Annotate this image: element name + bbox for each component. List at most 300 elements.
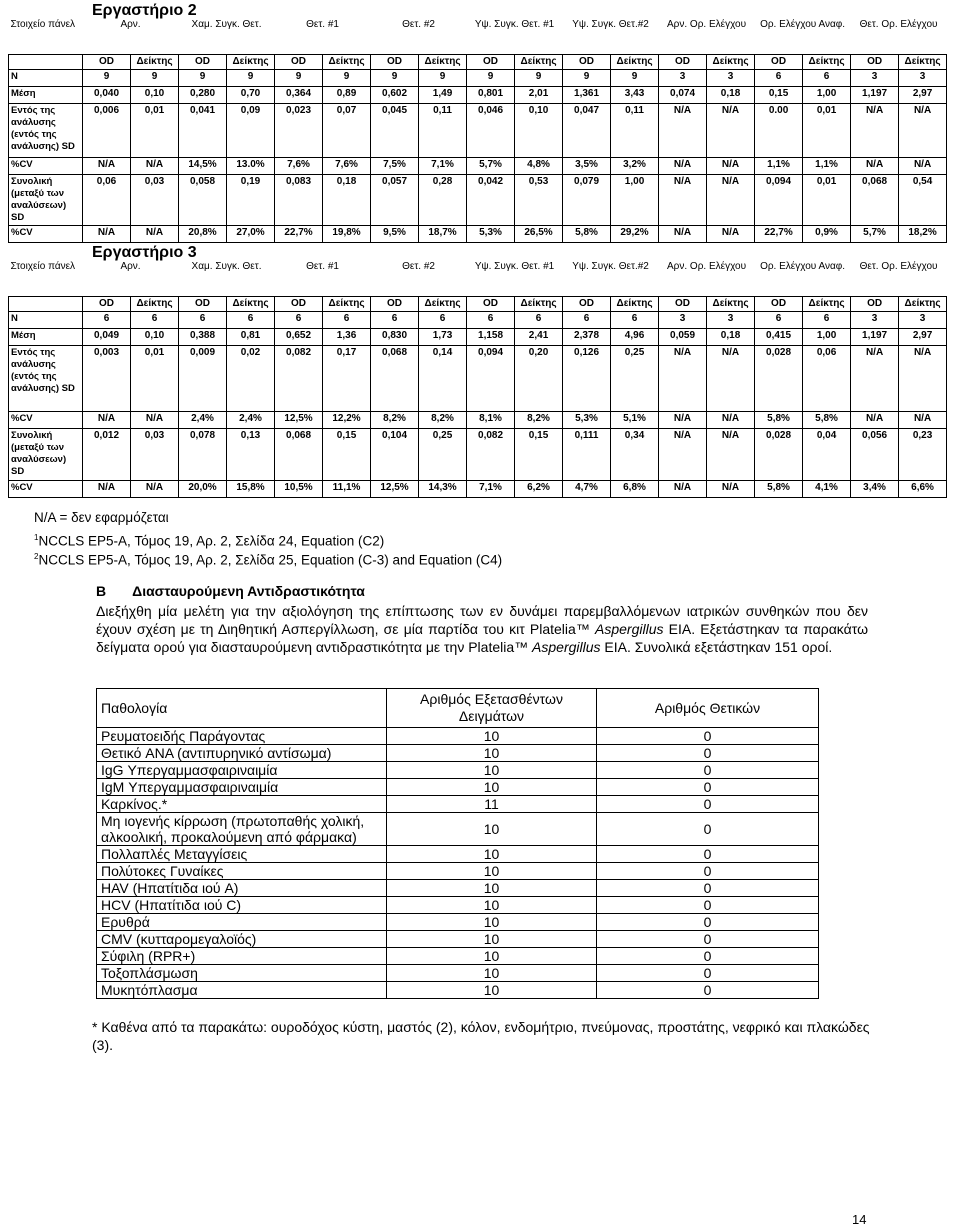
table-cell: 6 [419, 312, 467, 329]
table-row [9, 412, 947, 429]
table-cell: 0,074 [659, 87, 707, 104]
table-cell: 20,8% [179, 226, 227, 243]
pathology-header-cell: Αριθμός Θετικών [597, 689, 819, 728]
table-cell: 0,415 [755, 329, 803, 346]
table-cell: 3 [659, 70, 707, 87]
pathology-row [97, 796, 819, 813]
table-cell: 22,7% [275, 226, 323, 243]
table-cell: 12,5% [371, 481, 419, 498]
table-cell: 0,009 [179, 346, 227, 412]
group-header: Αρν. [120, 261, 141, 272]
pathology-cell: Ρευματοειδής Παράγοντας [97, 728, 387, 745]
table-cell: 0,11 [611, 104, 659, 158]
table-cell: 6 [323, 312, 371, 329]
table-cell: 0,03 [131, 175, 179, 226]
subheader-cell: OD [755, 297, 803, 312]
table-subheader [9, 297, 947, 312]
table-cell: 0,058 [179, 175, 227, 226]
table-cell: N/A [83, 158, 131, 175]
table-cell: N/A [659, 104, 707, 158]
table-cell: 13.0% [227, 158, 275, 175]
table-cell: 0,10 [131, 87, 179, 104]
table-cell: 3 [707, 312, 755, 329]
table-cell: 3 [899, 312, 947, 329]
table-cell: 0,388 [179, 329, 227, 346]
table-cell: 0,17 [323, 346, 371, 412]
subheader-cell: Δείκτης [131, 297, 179, 312]
table-cell: 0,082 [467, 429, 515, 481]
subheader-cell: OD [179, 55, 227, 70]
table-cell: 27,0% [227, 226, 275, 243]
table-cell: N/A [83, 226, 131, 243]
table-cell: N/A [83, 481, 131, 498]
table-cell: 2,4% [227, 412, 275, 429]
table-cell: 18,2% [899, 226, 947, 243]
table-cell: 0,042 [467, 175, 515, 226]
table-cell: N/A [659, 158, 707, 175]
table-cell: 0,11 [419, 104, 467, 158]
table-cell: 9 [323, 70, 371, 87]
pathology-cell: HAV (Ηπατίτιδα ιού A) [97, 880, 387, 897]
table-cell: 6 [467, 312, 515, 329]
subheader-cell [9, 55, 83, 70]
table-cell: 0,02 [227, 346, 275, 412]
pathology-cell: 0 [597, 745, 819, 762]
pathology-cell: Καρκίνος.* [97, 796, 387, 813]
table-row [9, 158, 947, 175]
pathology-cell: 10 [387, 931, 597, 948]
table-cell: 3 [851, 70, 899, 87]
table-cell: 3 [659, 312, 707, 329]
table-row [9, 312, 947, 329]
table-cell: 22,7% [755, 226, 803, 243]
table-cell: 0,059 [659, 329, 707, 346]
table-cell: 1,197 [851, 87, 899, 104]
table-cell: 7,1% [467, 481, 515, 498]
pathology-cell: 10 [387, 897, 597, 914]
table-cell: N/A [659, 226, 707, 243]
table-cell: N/A [659, 346, 707, 412]
subheader-cell: OD [467, 297, 515, 312]
table-cell: 5,7% [851, 226, 899, 243]
pathology-cell: 11 [387, 796, 597, 813]
pathology-cell: 10 [387, 982, 597, 999]
table-cell: 0,094 [755, 175, 803, 226]
table-cell: 0,046 [467, 104, 515, 158]
pathology-cell: Πολύτοκες Γυναίκες [97, 863, 387, 880]
table-cell: 0,14 [419, 346, 467, 412]
subheader-cell: Δείκτης [131, 55, 179, 70]
table-cell: 1,00 [803, 329, 851, 346]
table-cell: 0,602 [371, 87, 419, 104]
table-cell: N/A [707, 175, 755, 226]
group-header: Αρν. [120, 19, 141, 30]
subheader-cell: OD [83, 297, 131, 312]
table-cell: 0,28 [419, 175, 467, 226]
table-cell: 0,082 [275, 346, 323, 412]
pathology-cell: 10 [387, 948, 597, 965]
table-cell: 0,06 [803, 346, 851, 412]
table-cell: 0,09 [227, 104, 275, 158]
subheader-cell: OD [83, 55, 131, 70]
table-cell: 9 [227, 70, 275, 87]
pathology-row [97, 880, 819, 897]
table-cell: 1,73 [419, 329, 467, 346]
group-header: Αρν. Ορ. Ελέγχου [667, 19, 747, 30]
group-header: Θετ. #2 [402, 261, 435, 272]
table-cell: 0,006 [83, 104, 131, 158]
table-cell: N/A [851, 104, 899, 158]
table-cell: 9 [467, 70, 515, 87]
table-cell: 0,18 [707, 329, 755, 346]
table-cell: N/A [659, 429, 707, 481]
table-cell: 9 [563, 70, 611, 87]
row-label: Συνολική (μεταξύ των αναλύσεων) SD [9, 429, 83, 481]
table-group-header [9, 260, 947, 297]
table-cell: 6 [803, 312, 851, 329]
subheader-cell: OD [659, 55, 707, 70]
table-cell: 6 [755, 312, 803, 329]
table-cell: 0,18 [707, 87, 755, 104]
table-cell: 6 [803, 70, 851, 87]
table-cell: 11,1% [323, 481, 371, 498]
pathology-cell: 10 [387, 863, 597, 880]
panel-member-header: Στοιχείο πάνελ [10, 261, 76, 272]
table-cell: 3 [899, 70, 947, 87]
table-cell: 2,378 [563, 329, 611, 346]
table-cell: 0,003 [83, 346, 131, 412]
row-label: Εντός της ανάλυσης (εντός της ανάλυσης) SD [9, 346, 83, 412]
table-cell: N/A [707, 481, 755, 498]
table-cell: 3 [851, 312, 899, 329]
table-cell: N/A [707, 104, 755, 158]
row-label: %CV [9, 481, 83, 498]
table-cell: N/A [131, 158, 179, 175]
table-cell: 3,2% [611, 158, 659, 175]
table-cell: 9 [83, 70, 131, 87]
group-header: Θετ. #1 [306, 19, 339, 30]
pathology-cell: 0 [597, 965, 819, 982]
table-cell: 0,07 [323, 104, 371, 158]
subheader-cell: OD [275, 55, 323, 70]
table-cell: 6 [275, 312, 323, 329]
table-cell: 0,01 [803, 175, 851, 226]
pathology-header-cell: Αριθμός Εξετασθέντων Δειγμάτων [387, 689, 597, 728]
subheader-cell: OD [851, 297, 899, 312]
table-cell: 6 [371, 312, 419, 329]
table-row [9, 329, 947, 346]
lab2-table [8, 18, 947, 243]
table-cell: N/A [659, 481, 707, 498]
table-cell: 2,4% [179, 412, 227, 429]
table-cell: 0,03 [131, 429, 179, 481]
table-cell: 0,057 [371, 175, 419, 226]
table-cell: N/A [659, 412, 707, 429]
table-cell: 0,126 [563, 346, 611, 412]
table-cell: 3 [707, 70, 755, 87]
table-cell: 0,023 [275, 104, 323, 158]
table-cell: 8,2% [419, 412, 467, 429]
table-cell: 0,068 [371, 346, 419, 412]
subheader-cell: OD [371, 297, 419, 312]
row-label: Μέση [9, 87, 83, 104]
pathology-row [97, 813, 819, 846]
subheader-cell: Δείκτης [707, 55, 755, 70]
table-cell: 18,7% [419, 226, 467, 243]
table-cell: 6 [515, 312, 563, 329]
table-row [9, 104, 947, 158]
table-cell: 26,5% [515, 226, 563, 243]
table-cell: 0,028 [755, 429, 803, 481]
pathology-row [97, 863, 819, 880]
table-cell: 0,70 [227, 87, 275, 104]
table-cell: 7,5% [371, 158, 419, 175]
subheader-cell: Δείκτης [707, 297, 755, 312]
table-cell: 5,8% [803, 412, 851, 429]
pathology-cell: IgM Υπεργαμμασφαιριναιμία [97, 779, 387, 796]
table-cell: 3,4% [851, 481, 899, 498]
table-cell: 1,1% [755, 158, 803, 175]
table-cell: 8,2% [515, 412, 563, 429]
pathology-table [96, 688, 819, 999]
subheader-cell: Δείκτης [323, 297, 371, 312]
table-cell: 1,36 [323, 329, 371, 346]
table-cell: N/A [707, 226, 755, 243]
table-cell: 4,96 [611, 329, 659, 346]
table-cell: N/A [131, 226, 179, 243]
pathology-header-row [97, 689, 819, 728]
pathology-cell: 10 [387, 846, 597, 863]
table-cell: 0,104 [371, 429, 419, 481]
pathology-cell: Θετικό ANA (αντιπυρηνικό αντίσωμα) [97, 745, 387, 762]
table-cell: 6 [611, 312, 659, 329]
table-cell: 10,5% [275, 481, 323, 498]
table-cell: 7,1% [419, 158, 467, 175]
pathology-cell: 0 [597, 948, 819, 965]
table-cell: 0,094 [467, 346, 515, 412]
table-cell: 9 [179, 70, 227, 87]
subheader-cell: OD [563, 297, 611, 312]
table-cell: 1,00 [611, 175, 659, 226]
table-cell: N/A [899, 412, 947, 429]
table-cell: 6 [755, 70, 803, 87]
table-cell: 15,8% [227, 481, 275, 498]
table-subheader [9, 55, 947, 70]
pathology-cell: 0 [597, 762, 819, 779]
table-cell: 0,056 [851, 429, 899, 481]
pathology-cell: 0 [597, 846, 819, 863]
table-cell: 6 [563, 312, 611, 329]
table-cell: 0,068 [275, 429, 323, 481]
table-cell: 5,8% [563, 226, 611, 243]
subheader-cell: Δείκτης [515, 55, 563, 70]
table-cell: N/A [131, 412, 179, 429]
table-cell: N/A [83, 412, 131, 429]
subheader-cell: Δείκτης [611, 297, 659, 312]
table-cell: N/A [707, 158, 755, 175]
table-cell: 12,2% [323, 412, 371, 429]
table-cell: N/A [851, 346, 899, 412]
pathology-row [97, 762, 819, 779]
lab2-title: Εργαστήριο 2 [92, 2, 197, 19]
table-cell: 0,04 [803, 429, 851, 481]
footnote-1: $^1$NCCLS EP5-A, Τόμος 19, Αρ. 2, Σελίδα 24, Equation (C2) [34, 533, 385, 549]
group-header: Θετ. #1 [306, 261, 339, 272]
pathology-cell: 0 [597, 813, 819, 846]
table-cell: 0,25 [611, 346, 659, 412]
table-cell: N/A [851, 158, 899, 175]
pathology-cell: 0 [597, 897, 819, 914]
table-cell: 0,280 [179, 87, 227, 104]
table-cell: 0,079 [563, 175, 611, 226]
subheader-cell: Δείκτης [323, 55, 371, 70]
table-cell: 2,97 [899, 87, 947, 104]
subheader-cell: OD [851, 55, 899, 70]
pathology-row [97, 745, 819, 762]
subheader-cell: OD [371, 55, 419, 70]
group-header: Ορ. Ελέγχου Αναφ. [760, 19, 846, 30]
subheader-cell: OD [563, 55, 611, 70]
group-header: Υψ. Συγκ. Θετ. #1 [474, 261, 555, 272]
table-cell: 9 [515, 70, 563, 87]
table-cell: 0,15 [755, 87, 803, 104]
table-cell: 0,25 [419, 429, 467, 481]
pathology-cell: 0 [597, 982, 819, 999]
table-cell: 0.00 [755, 104, 803, 158]
pathology-row [97, 982, 819, 999]
subheader-cell: OD [467, 55, 515, 70]
footnote-2: $^2$NCCLS EP5-A, Τόμος 19, Αρ. 2, Σελίδα 25, Equation (C-3) and Equation (C4) [34, 552, 503, 568]
table-cell: 2,97 [899, 329, 947, 346]
table-cell: 0,54 [899, 175, 947, 226]
table-cell: 0,045 [371, 104, 419, 158]
table-cell: 19,8% [323, 226, 371, 243]
subheader-cell: Δείκτης [419, 297, 467, 312]
table-cell: 1,1% [803, 158, 851, 175]
table-group-header [9, 18, 947, 55]
table-cell: 14,3% [419, 481, 467, 498]
pathology-row [97, 779, 819, 796]
table-cell: 0,078 [179, 429, 227, 481]
pathology-cell: Μη ιογενής κίρρωση (πρωτοπαθής χολική, αλκοολική, προκαλούμενη από φάρμακα) [97, 813, 387, 846]
table-cell: 5,3% [563, 412, 611, 429]
pathology-cell: 0 [597, 880, 819, 897]
table-cell: 8,2% [371, 412, 419, 429]
table-cell: 9 [131, 70, 179, 87]
table-cell: 0,81 [227, 329, 275, 346]
table-cell: 6,8% [611, 481, 659, 498]
row-label: N [9, 312, 83, 329]
subheader-cell: Δείκτης [899, 297, 947, 312]
subheader-cell: OD [275, 297, 323, 312]
subheader-cell: Δείκτης [611, 55, 659, 70]
table-cell: 0,19 [227, 175, 275, 226]
pathology-cell: 0 [597, 931, 819, 948]
table-row [9, 346, 947, 412]
table-cell: N/A [131, 481, 179, 498]
row-label: %CV [9, 226, 83, 243]
table-cell: 0,20 [515, 346, 563, 412]
pathology-cell: 10 [387, 880, 597, 897]
table-cell: 9 [611, 70, 659, 87]
subheader-cell: OD [755, 55, 803, 70]
table-cell: N/A [707, 429, 755, 481]
table-cell: 5,3% [467, 226, 515, 243]
table-cell: 5,1% [611, 412, 659, 429]
group-header: Υψ. Συγκ. Θετ.#2 [572, 261, 649, 272]
table-cell: 3,43 [611, 87, 659, 104]
table-cell: 0,012 [83, 429, 131, 481]
subheader-cell: Δείκτης [803, 297, 851, 312]
table-cell: 14,5% [179, 158, 227, 175]
table-cell: 0,01 [131, 104, 179, 158]
pathology-cell: 0 [597, 863, 819, 880]
pathology-row [97, 846, 819, 863]
pathology-cell: IgG Υπεργαμμασφαιριναιμία [97, 762, 387, 779]
pathology-cell: 10 [387, 779, 597, 796]
table-cell: 3,5% [563, 158, 611, 175]
table-cell: 0,040 [83, 87, 131, 104]
pathology-cell: Σύφιλη (RPR+) [97, 948, 387, 965]
table-cell: 6 [179, 312, 227, 329]
pathology-row [97, 897, 819, 914]
pathology-cell: 10 [387, 965, 597, 982]
subheader-cell: Δείκτης [227, 55, 275, 70]
pathology-cell: HCV (Ηπατίτιδα ιού C) [97, 897, 387, 914]
pathology-cell: 10 [387, 745, 597, 762]
pathology-cell: 0 [597, 728, 819, 745]
subheader-cell: Δείκτης [227, 297, 275, 312]
table-cell: 0,15 [323, 429, 371, 481]
table-cell: 0,01 [131, 346, 179, 412]
lab3-table [8, 260, 947, 498]
table-cell: 29,2% [611, 226, 659, 243]
row-label: %CV [9, 412, 83, 429]
pathology-cell: Τοξοπλάσμωση [97, 965, 387, 982]
table-cell: 0,15 [515, 429, 563, 481]
row-label: Εντός της ανάλυσης (εντός της ανάλυσης) SD [9, 104, 83, 158]
table-cell: 9 [275, 70, 323, 87]
table-cell: 9 [371, 70, 419, 87]
group-header: Χαμ. Συγκ. Θετ. [191, 261, 262, 272]
table-cell: 2,01 [515, 87, 563, 104]
section-heading: B Διασταυρούμενη Αντιδραστικότητα [96, 583, 365, 599]
table-cell: 1,361 [563, 87, 611, 104]
table-cell: N/A [707, 346, 755, 412]
pathology-cell: 0 [597, 796, 819, 813]
subheader-cell: OD [179, 297, 227, 312]
pathology-row [97, 914, 819, 931]
table-cell: 9 [419, 70, 467, 87]
table-cell: N/A [899, 346, 947, 412]
table-cell: 6,6% [899, 481, 947, 498]
table-cell: 6,2% [515, 481, 563, 498]
table-cell: 1,158 [467, 329, 515, 346]
table-cell: 0,364 [275, 87, 323, 104]
table-cell: 0,111 [563, 429, 611, 481]
subheader-cell [9, 297, 83, 312]
pathology-cell: Πολλαπλές Μεταγγίσεις [97, 846, 387, 863]
table-cell: N/A [659, 175, 707, 226]
table-cell: N/A [899, 158, 947, 175]
table-cell: N/A [899, 104, 947, 158]
table-cell: 0,01 [803, 104, 851, 158]
table-cell: 0,083 [275, 175, 323, 226]
pathology-cell: 10 [387, 813, 597, 846]
table-cell: 0,18 [323, 175, 371, 226]
table-cell: 0,13 [227, 429, 275, 481]
table-cell: 6 [83, 312, 131, 329]
